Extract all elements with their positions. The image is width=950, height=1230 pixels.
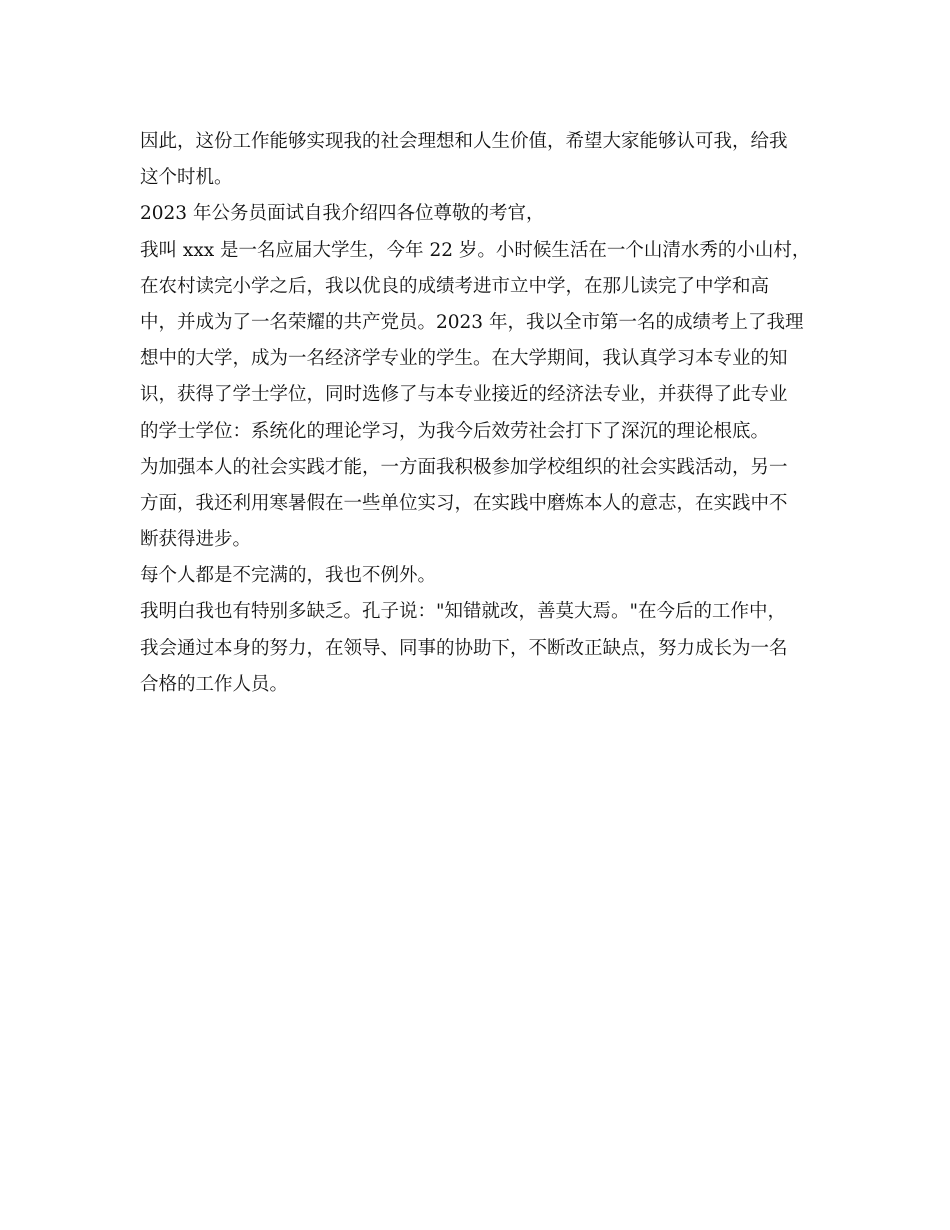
text-line: 我明白我也有特别多缺乏。孔子说："知错就改，善莫大焉。"在今后的工作中，	[140, 601, 787, 623]
text-line: 因此，这份工作能够实现我的社会理想和人生价值，希望大家能够认可我，给我	[140, 131, 788, 152]
text-line: 每个人都是不完满的，我也不例外。	[140, 565, 437, 587]
text-line: 想中的大学，成为一名经济学专业的学生。在大学期间，我认真学习本专业的知	[140, 348, 788, 370]
text-line: 2023 年公务员面试自我介绍四各位尊敬的考官，	[140, 203, 545, 225]
text-line: 这个时机。	[140, 167, 233, 189]
text-line: 为加强本人的社会实践才能，一方面我积极参加学校组织的社会实践活动，另一	[140, 456, 788, 478]
text-line: 的学士学位：系统化的理论学习，为我今后效劳社会打下了深沉的理论根底。	[140, 420, 770, 442]
text-line: 识，获得了学士学位，同时选修了与本专业接近的经济法专业，并获得了此专业	[140, 384, 788, 406]
text-line: 方面，我还利用寒暑假在一些单位实习，在实践中磨炼本人的意志，在实践中不	[140, 492, 788, 514]
text-line: 我叫 xxx 是一名应届大学生，今年 22 岁。小时候生活在一个山清水秀的小山村，	[140, 239, 811, 261]
text-line: 断获得进步。	[140, 529, 252, 551]
text-line: 合格的工作人员。	[140, 673, 289, 695]
body-text	[140, 124, 820, 703]
text-line: 在农村读完小学之后，我以优良的成绩考进市立中学，在那儿读完了中学和高	[140, 275, 770, 297]
text-line: 我会通过本身的努力，在领导、同事的协助下，不断改正缺点，努力成长为一名	[140, 637, 788, 659]
text-line: 中，并成为了一名荣耀的共产党员。2023 年，我以全市第一名的成绩考上了我理	[140, 311, 804, 333]
